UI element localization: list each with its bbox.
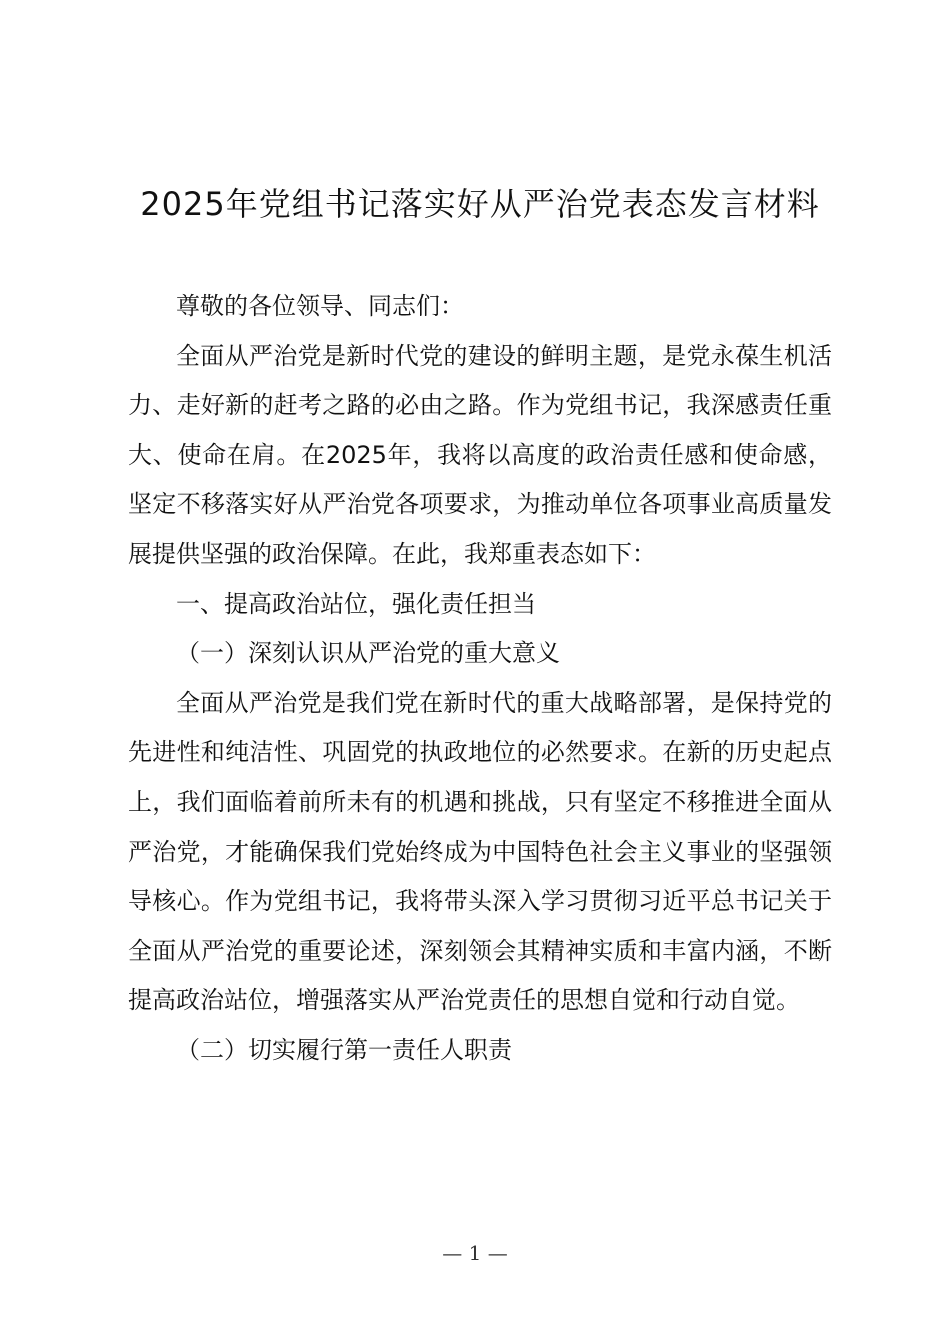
page-number: — 1 —: [442, 1241, 508, 1265]
document-body: [128, 282, 832, 1076]
salutation: 尊敬的各位领导、同志们：: [176, 292, 464, 320]
section-heading-1: 一、提高政治站位，强化责任担当: [176, 589, 536, 618]
paragraph-intro: 全面从严治党是新时代党的建设的鲜明主题，是党永葆生机活力、走好新的赶考之路的必由之路。作为党组书记，我深感责任重大、使命在肩。在2025年，我将以高度的政治责任感和使命感，坚定不移落实好从严治党各项要求，为推动单位各项事业高质量发展提供坚强的政治保障。在此，我郑重表态如下：: [128, 341, 832, 568]
document-title: 2025年党组书记落实好从严治党表态发言材料: [140, 185, 820, 223]
paragraph-significance: 全面从严治党是我们党在新时代的重大战略部署，是保持党的先进性和纯洁性、巩固党的执政地位的必然要求。在新的历史起点上，我们面临着前所未有的机遇和挑战，只有坚定不移推进全面从严治党，才能确保我们党始终成为中国特色社会主义事业的坚强领导核心。作为党组书记，我将带头深入学习贯彻习近平总书记关于全面从严治党的重要论述，深刻领会其精神实质和丰富内涵，不断提高政治站位，增强落实从严治党责任的思想自觉和行动自觉。: [128, 688, 832, 1015]
subsection-heading-2: （二）切实履行第一责任人职责: [176, 1035, 512, 1064]
subsection-heading-1: （一）深刻认识从严治党的重大意义: [176, 639, 560, 668]
